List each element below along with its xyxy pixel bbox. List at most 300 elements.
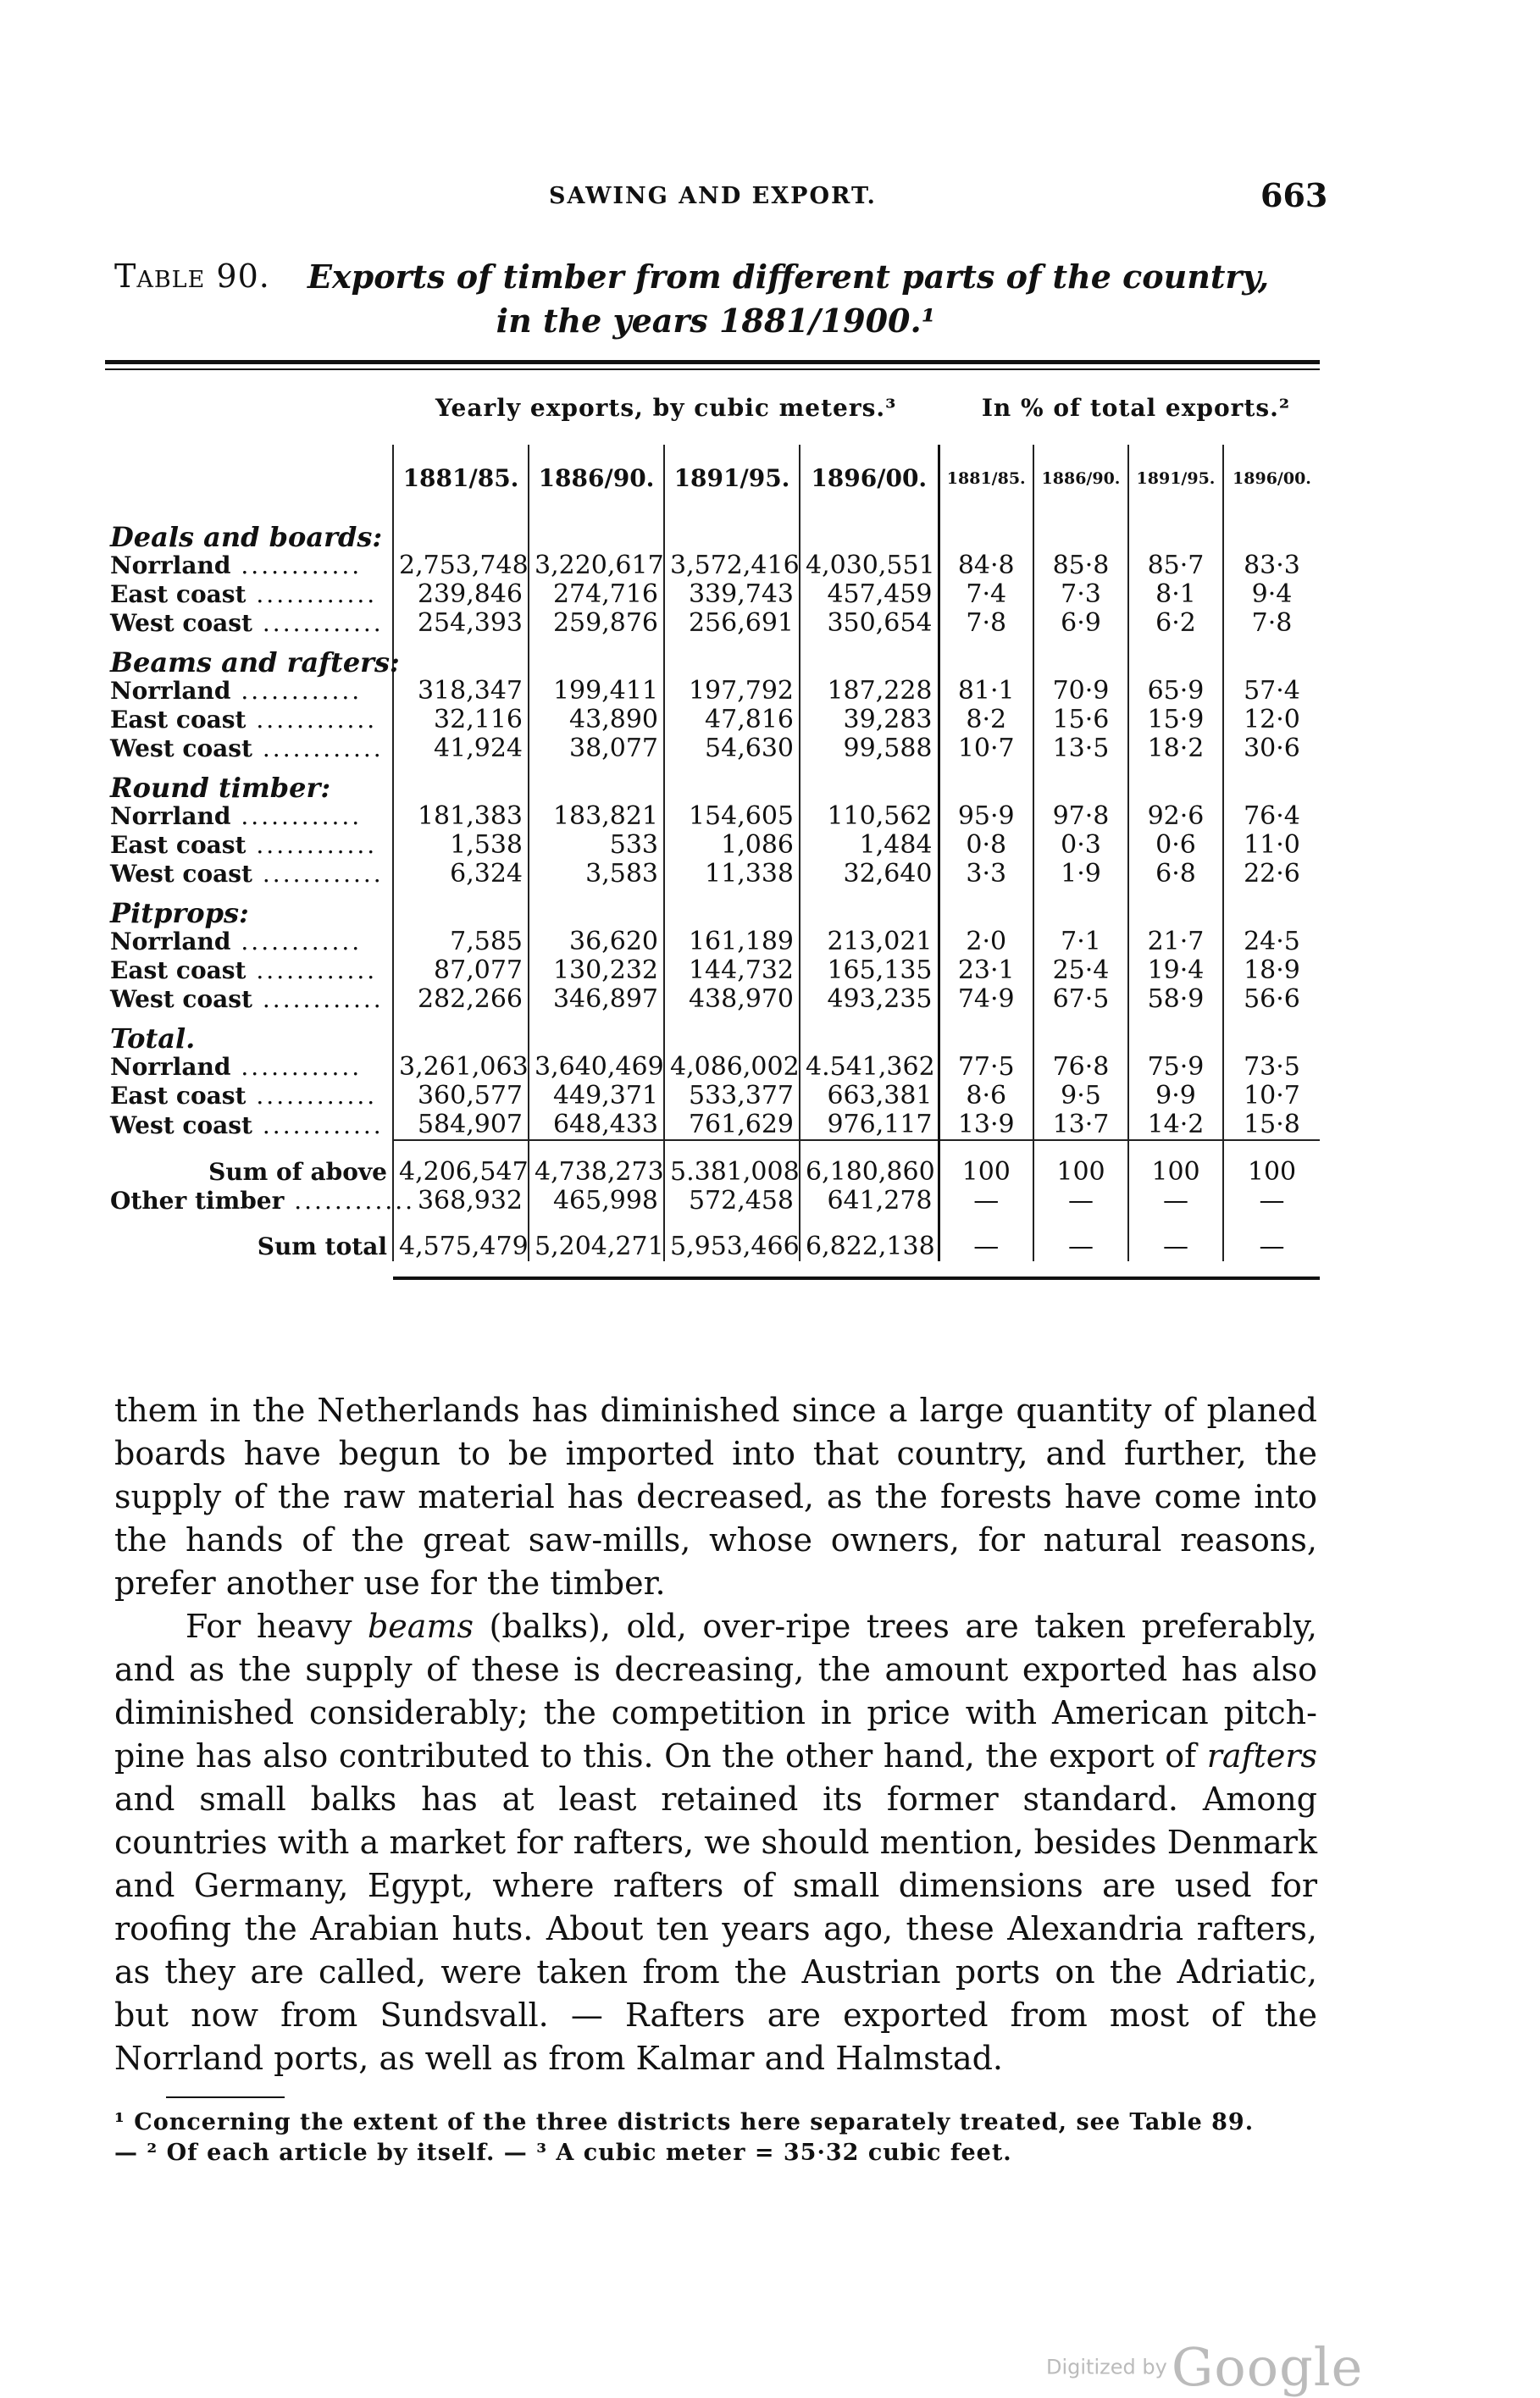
percent-cell: 100 [1128, 1158, 1223, 1187]
volume-cell: 3,640,469 [529, 1053, 664, 1082]
volume-cell: 761,629 [664, 1110, 800, 1140]
volume-cell: 3,261,063 [393, 1053, 529, 1082]
sum-above-row [105, 1158, 1320, 1187]
volume-cell: 6,324 [393, 860, 529, 889]
empty-cell [1033, 1014, 1128, 1053]
volume-cell: 346,897 [529, 985, 664, 1014]
volume-cell: 2,753,748 [393, 551, 529, 580]
percent-cell: 7·1 [1033, 928, 1128, 956]
percent-cell: 10·7 [1223, 1082, 1320, 1110]
empty-cell [939, 638, 1033, 677]
volume-cell: 641,278 [800, 1187, 939, 1216]
spacer-cell [1128, 1140, 1223, 1158]
volume-cell: 4,086,002 [664, 1053, 800, 1082]
spacer-cell [1033, 1216, 1128, 1232]
other-timber-row [105, 1187, 1320, 1216]
data-table [105, 445, 1320, 1261]
leader-dots: ............ [284, 1187, 416, 1215]
volume-cell: 36,620 [529, 928, 664, 956]
watermark-prefix: Digitized by [1046, 2355, 1167, 2379]
leader-dots: ............ [246, 706, 378, 734]
empty-cell [1128, 1014, 1223, 1053]
percent-cell: — [939, 1232, 1033, 1261]
percent-cell: 0·6 [1128, 831, 1223, 860]
volume-cell: 5,204,271 [529, 1232, 664, 1261]
row-label: Other timber ............ [110, 1187, 416, 1215]
empty-cell [393, 512, 529, 551]
percent-cell: 70·9 [1033, 677, 1128, 706]
percent-cell: 77·5 [939, 1053, 1033, 1082]
table-row [105, 706, 1320, 734]
page-number: 663 [1260, 176, 1328, 214]
pct-header: 1896/00. [1223, 445, 1320, 512]
percent-cell: 18·9 [1223, 956, 1320, 985]
volume-cell: 6,822,138 [800, 1232, 939, 1261]
percent-cell: 85·7 [1128, 551, 1223, 580]
percent-cell: — [1033, 1232, 1128, 1261]
percent-cell: 1·9 [1033, 860, 1128, 889]
volume-cell: 5,953,466 [664, 1232, 800, 1261]
percent-cell: 76·4 [1223, 802, 1320, 831]
table-row [105, 734, 1320, 763]
volume-cell: 154,605 [664, 802, 800, 831]
percent-cell: 25·4 [1033, 956, 1128, 985]
section-title: Total. [110, 1022, 196, 1055]
leader-dots: ............ [246, 956, 378, 984]
leader-dots: ............ [246, 831, 378, 859]
text-run: and small balks has at least retained its former standard. Among countries with a market for rafters, we should mention, besides Denmark and Germany, Egypt, where rafters of small dimensions are used for roofing the Arabian huts. About ten years ago, these Alexandria rafters, as they are called, were taken from the Austrian ports on the Adriatic, but now from Sundsvall. — Rafters are exported from most of the Norrland ports, as well as from Kalmar and Halmstad. [114, 1781, 1317, 2077]
section-header-row [105, 889, 1320, 928]
table-title-line1: Exports of timber from different parts of the country, [307, 258, 1270, 296]
volume-cell: 239,846 [393, 580, 529, 609]
percent-cell: 11·0 [1223, 831, 1320, 860]
table-row [105, 677, 1320, 706]
empty-cell [529, 638, 664, 677]
empty-cell [393, 1014, 529, 1053]
spacer-cell [105, 1216, 393, 1232]
percent-cell: 85·8 [1033, 551, 1128, 580]
percent-cell: 23·1 [939, 956, 1033, 985]
empty-cell [800, 1014, 939, 1053]
percent-cell: 58·9 [1128, 985, 1223, 1014]
volume-cell: 438,970 [664, 985, 800, 1014]
row-label: West coast ............ [110, 1110, 384, 1139]
leader-dots: ............ [252, 609, 384, 637]
percent-cell: 81·1 [939, 677, 1033, 706]
volume-cell: 533 [529, 831, 664, 860]
percent-cell: 13·9 [939, 1110, 1033, 1140]
percent-cell: 18·2 [1128, 734, 1223, 763]
percent-cell: — [1128, 1232, 1223, 1261]
percent-cell: 19·4 [1128, 956, 1223, 985]
spacer-cell [393, 1140, 529, 1158]
section-header-row [105, 512, 1320, 551]
empty-cell [529, 763, 664, 802]
volume-cell: 43,890 [529, 706, 664, 734]
volume-cell: 38,077 [529, 734, 664, 763]
spacer-cell [664, 1216, 800, 1232]
percent-cell: 13·7 [1033, 1110, 1128, 1140]
empty-cell [1223, 1014, 1320, 1053]
volume-cell: 1,484 [800, 831, 939, 860]
volume-cell: 318,347 [393, 677, 529, 706]
volume-cell: 4,575,479 [393, 1232, 529, 1261]
empty-cell [939, 1014, 1033, 1053]
page-header [0, 176, 1540, 219]
empty-cell [1033, 512, 1128, 551]
row-label: East coast ............ [110, 956, 378, 984]
percent-cell: 6·8 [1128, 860, 1223, 889]
row-label: East coast ............ [110, 706, 378, 734]
volume-cell: 350,654 [800, 609, 939, 638]
spacer-row [105, 1140, 1320, 1158]
percent-cell: 65·9 [1128, 677, 1223, 706]
empty-cell [664, 763, 800, 802]
spacer-cell [939, 1140, 1033, 1158]
spacer-cell [393, 1216, 529, 1232]
row-label: West coast ............ [110, 985, 384, 1013]
spacer-cell [1033, 1140, 1128, 1158]
percent-cell: 14·2 [1128, 1110, 1223, 1140]
italic-term: rafters [1206, 1737, 1317, 1775]
digitized-watermark [1046, 2336, 1363, 2398]
spacer-cell [529, 1216, 664, 1232]
row-label: West coast ............ [110, 860, 384, 888]
percent-cell: 100 [1033, 1158, 1128, 1187]
volume-cell: 339,743 [664, 580, 800, 609]
volume-cell: 87,077 [393, 956, 529, 985]
table-row [105, 1053, 1320, 1082]
percent-cell: 15·6 [1033, 706, 1128, 734]
volume-cell: 4,030,551 [800, 551, 939, 580]
volume-cell: 3,220,617 [529, 551, 664, 580]
empty-cell [800, 889, 939, 928]
empty-cell [1223, 638, 1320, 677]
table-row [105, 860, 1320, 889]
google-logo: Google [1171, 2336, 1364, 2398]
section-header-row [105, 1014, 1320, 1053]
empty-cell [664, 1014, 800, 1053]
leader-dots: ............ [252, 734, 384, 762]
volume-cell: 5.381,008 [664, 1158, 800, 1187]
group-header-volumes: Yearly exports, by cubic meters.³ [435, 394, 897, 422]
sum-total-rule [393, 1277, 1320, 1280]
volume-cell: 976,117 [800, 1110, 939, 1140]
table-row [105, 1082, 1320, 1110]
empty-cell [664, 889, 800, 928]
percent-cell: 76·8 [1033, 1053, 1128, 1082]
volume-cell: 4.541,362 [800, 1053, 939, 1082]
percent-cell: 7·8 [1223, 609, 1320, 638]
spacer-cell [1223, 1140, 1320, 1158]
percent-cell: 74·9 [939, 985, 1033, 1014]
percent-cell: 75·9 [1128, 1053, 1223, 1082]
empty-cell [1223, 889, 1320, 928]
empty-cell [939, 889, 1033, 928]
volume-cell: 197,792 [664, 677, 800, 706]
volume-cell: 584,907 [393, 1110, 529, 1140]
empty-cell [1128, 763, 1223, 802]
empty-cell [939, 512, 1033, 551]
percent-cell: 30·6 [1223, 734, 1320, 763]
table-row [105, 609, 1320, 638]
pct-header: 1886/90. [1033, 445, 1128, 512]
volume-cell: 533,377 [664, 1082, 800, 1110]
body-text [114, 1389, 1317, 2080]
pct-header: 1881/85. [939, 445, 1033, 512]
row-label: East coast ............ [110, 831, 378, 859]
table-row [105, 956, 1320, 985]
empty-cell [1223, 512, 1320, 551]
exports-table [105, 360, 1320, 1336]
volume-cell: 274,716 [529, 580, 664, 609]
footnotes [114, 2107, 1317, 2168]
leader-dots: ............ [246, 1082, 378, 1110]
volume-cell: 181,383 [393, 802, 529, 831]
volume-cell: 3,572,416 [664, 551, 800, 580]
volume-cell: 144,732 [664, 956, 800, 985]
footnote-rule [166, 2096, 285, 2098]
paragraph: them in the Netherlands has diminished since a large quantity of planed boards have begun to be imported into that country, and further, the supply of the raw material has decreased, as the forests have come into the hands of the great saw-mills, whose owners, for natural reasons, prefer another use for the timber. [114, 1392, 1317, 1602]
year-header: 1886/90. [529, 445, 664, 512]
percent-cell: 12·0 [1223, 706, 1320, 734]
volume-cell: 161,189 [664, 928, 800, 956]
volume-cell: 1,538 [393, 831, 529, 860]
spacer-cell [1223, 1216, 1320, 1232]
percent-cell: — [1033, 1187, 1128, 1216]
section-title: Deals and boards: [110, 521, 383, 553]
percent-cell: — [1223, 1187, 1320, 1216]
volume-cell: 259,876 [529, 609, 664, 638]
empty-cell [529, 512, 664, 551]
footnote-line: ¹ Concerning the extent of the three districts here separately treated, see Table 89. [114, 2109, 1255, 2135]
empty-cell [393, 763, 529, 802]
percent-cell: 10·7 [939, 734, 1033, 763]
volume-cell: 3,583 [529, 860, 664, 889]
group-header-percent: In % of total exports.² [981, 394, 1291, 422]
leader-dots: ............ [230, 928, 363, 955]
spacer-cell [664, 1140, 800, 1158]
table-top-rule-thin [105, 368, 1320, 370]
percent-cell: 22·6 [1223, 860, 1320, 889]
table-row [105, 985, 1320, 1014]
row-label: Sum of above [208, 1158, 387, 1186]
table-top-rule [105, 360, 1320, 364]
percent-cell: 6·2 [1128, 609, 1223, 638]
empty-cell [664, 638, 800, 677]
volume-cell: 4,738,273 [529, 1158, 664, 1187]
volume-cell: 7,585 [393, 928, 529, 956]
percent-cell: 7·3 [1033, 580, 1128, 609]
percent-cell: 7·8 [939, 609, 1033, 638]
volume-cell: 449,371 [529, 1082, 664, 1110]
empty-cell [1033, 889, 1128, 928]
percent-cell: 15·8 [1223, 1110, 1320, 1140]
volume-cell: 360,577 [393, 1082, 529, 1110]
volume-cell: 254,393 [393, 609, 529, 638]
percent-cell: 3·3 [939, 860, 1033, 889]
percent-cell: 8·1 [1128, 580, 1223, 609]
percent-cell: 8·6 [939, 1082, 1033, 1110]
percent-cell: 67·5 [1033, 985, 1128, 1014]
volume-cell: 368,932 [393, 1187, 529, 1216]
leader-dots: ............ [230, 802, 363, 830]
volume-cell: 54,630 [664, 734, 800, 763]
empty-cell [1128, 638, 1223, 677]
volume-cell: 32,640 [800, 860, 939, 889]
volume-cell: 32,116 [393, 706, 529, 734]
percent-cell: 13·5 [1033, 734, 1128, 763]
table-row [105, 1110, 1320, 1140]
percent-cell: 9·4 [1223, 580, 1320, 609]
empty-cell [393, 889, 529, 928]
empty-cell [1033, 638, 1128, 677]
volume-cell: 110,562 [800, 802, 939, 831]
row-label: East coast ............ [110, 580, 378, 608]
percent-cell: 7·4 [939, 580, 1033, 609]
table-caption [114, 254, 1317, 347]
paragraph [114, 1605, 1317, 2080]
percent-cell: 100 [1223, 1158, 1320, 1187]
sum-total-row [105, 1232, 1320, 1261]
running-head: SAWING AND EXPORT. [549, 183, 877, 209]
table-row [105, 580, 1320, 609]
row-label: East coast ............ [110, 1082, 378, 1110]
percent-cell: 9·5 [1033, 1082, 1128, 1110]
section-title: Pitprops: [110, 897, 249, 929]
table-row [105, 928, 1320, 956]
volume-cell: 493,235 [800, 985, 939, 1014]
spacer-cell [529, 1140, 664, 1158]
section-title: Round timber: [110, 772, 331, 804]
percent-cell: 83·3 [1223, 551, 1320, 580]
percent-cell: — [1128, 1187, 1223, 1216]
percent-cell: 100 [939, 1158, 1033, 1187]
year-header: 1881/85. [393, 445, 529, 512]
volume-cell: 648,433 [529, 1110, 664, 1140]
volume-cell: 41,924 [393, 734, 529, 763]
row-label: Norrland ............ [110, 551, 363, 579]
empty-cell [1128, 512, 1223, 551]
empty-cell [800, 638, 939, 677]
empty-cell [1128, 889, 1223, 928]
empty-cell [664, 512, 800, 551]
percent-cell: 73·5 [1223, 1053, 1320, 1082]
percent-cell: 6·9 [1033, 609, 1128, 638]
percent-cell: 84·8 [939, 551, 1033, 580]
leader-dots: ............ [252, 985, 384, 1013]
row-label: Norrland ............ [110, 802, 363, 830]
leader-dots: ............ [252, 860, 384, 888]
footnote-line: — ² Of each article by itself. — ³ A cubic meter = 35·32 cubic feet. [114, 2140, 1012, 2166]
volume-cell: 6,180,860 [800, 1158, 939, 1187]
row-label: West coast ............ [110, 734, 384, 762]
percent-cell: 95·9 [939, 802, 1033, 831]
pct-header: 1891/95. [1128, 445, 1223, 512]
table-row [105, 802, 1320, 831]
volume-cell: 165,135 [800, 956, 939, 985]
percent-cell: 24·5 [1223, 928, 1320, 956]
empty-cell [529, 889, 664, 928]
percent-cell: 57·4 [1223, 677, 1320, 706]
row-label: Norrland ............ [110, 677, 363, 705]
empty-cell [939, 763, 1033, 802]
table-label: Table 90. [114, 258, 270, 295]
volume-cell: 457,459 [800, 580, 939, 609]
table-row [105, 831, 1320, 860]
volume-cell: 465,998 [529, 1187, 664, 1216]
empty-cell [1223, 763, 1320, 802]
text-run: For heavy [186, 1608, 368, 1645]
volume-cell: 572,458 [664, 1187, 800, 1216]
percent-cell: 9·9 [1128, 1082, 1223, 1110]
spacer-cell [105, 1140, 393, 1158]
spacer-cell [939, 1216, 1033, 1232]
table-body [105, 512, 1320, 1261]
spacer-row [105, 1216, 1320, 1232]
volume-cell: 130,232 [529, 956, 664, 985]
percent-cell: 0·8 [939, 831, 1033, 860]
percent-cell: 21·7 [1128, 928, 1223, 956]
percent-cell: 97·8 [1033, 802, 1128, 831]
empty-cell [393, 638, 529, 677]
percent-cell: 15·9 [1128, 706, 1223, 734]
volume-cell: 213,021 [800, 928, 939, 956]
leader-dots: ............ [252, 1110, 384, 1139]
leader-dots: ............ [230, 677, 363, 705]
year-header: 1891/95. [664, 445, 800, 512]
volume-cell: 39,283 [800, 706, 939, 734]
percent-cell: — [939, 1187, 1033, 1216]
percent-cell: 92·6 [1128, 802, 1223, 831]
percent-cell: 0·3 [1033, 831, 1128, 860]
section-header-row [105, 638, 1320, 677]
percent-cell: 2·0 [939, 928, 1033, 956]
leader-dots: ............ [230, 551, 363, 579]
italic-term: beams [367, 1608, 474, 1645]
volume-cell: 256,691 [664, 609, 800, 638]
empty-cell [529, 1014, 664, 1053]
volume-cell: 199,411 [529, 677, 664, 706]
row-label: Norrland ............ [110, 928, 363, 955]
percent-cell: 56·6 [1223, 985, 1320, 1014]
leader-dots: ............ [230, 1053, 363, 1081]
volume-cell: 187,228 [800, 677, 939, 706]
percent-cell: 8·2 [939, 706, 1033, 734]
section-title: Beams and rafters: [110, 646, 400, 678]
year-header: 1896/00. [800, 445, 939, 512]
row-label: West coast ............ [110, 609, 384, 637]
spacer-cell [800, 1140, 939, 1158]
text-run: (balks), old, over-ripe trees are taken preferably, and as the supply of these is decreasing, the amount exported has also diminished considerably; the competition in price with American pitch-pine has also contributed to this. On the other hand, the export of [114, 1608, 1317, 1775]
row-label: Sum total [257, 1232, 387, 1260]
stub-header [105, 445, 393, 512]
empty-cell [800, 763, 939, 802]
volume-cell: 99,588 [800, 734, 939, 763]
leader-dots: ............ [246, 580, 378, 608]
spacer-cell [800, 1216, 939, 1232]
volume-cell: 47,816 [664, 706, 800, 734]
volume-cell: 183,821 [529, 802, 664, 831]
spacer-cell [1128, 1216, 1223, 1232]
volume-cell: 11,338 [664, 860, 800, 889]
volume-cell: 282,266 [393, 985, 529, 1014]
empty-cell [800, 512, 939, 551]
column-header-row [105, 445, 1320, 512]
row-label: Norrland ............ [110, 1053, 363, 1081]
percent-cell: — [1223, 1232, 1320, 1261]
volume-cell: 1,086 [664, 831, 800, 860]
